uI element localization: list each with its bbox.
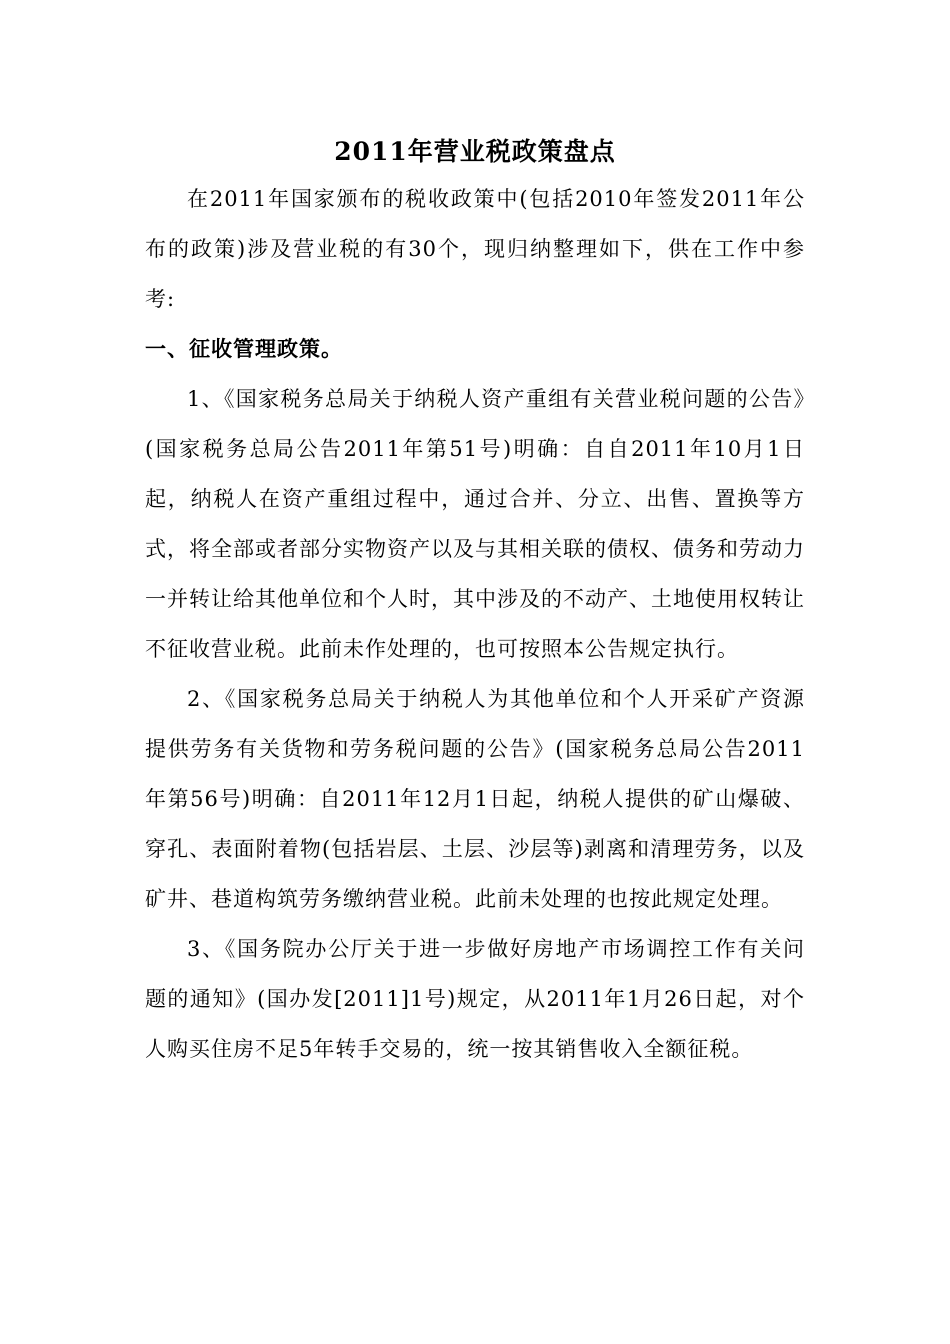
intro-paragraph: 在2011年国家颁布的税收政策中(包括2010年签发2011年公布的政策)涉及营业税的有30个，现归纳整理如下，供在工作中参考: bbox=[145, 187, 805, 311]
policy-item-2: 2、《国家税务总局关于纳税人为其他单位和个人开采矿产资源提供劳务有关货物和劳务税问题的公告》(国家税务总局公告2011年第56号)明确：自2011年12月1日起，纳税人提供的矿山爆破、穿孔、表面附着物(包括岩层、土层、沙层等)剥离和清理劳务，以及矿井、巷道构筑劳务缴纳营业税。此前未处理的也按此规定处理。 bbox=[145, 687, 805, 911]
policy-item-1: 1、《国家税务总局关于纳税人资产重组有关营业税问题的公告》(国家税务总局公告2011年第51号)明确：自自2011年10月1日起，纳税人在资产重组过程中，通过合并、分立、出售、置换等方式，将全部或者部分实物资产以及与其相关联的债权、债务和劳动力一并转让给其他单位和个人时，其中涉及的不动产、土地使用权转让不征收营业税。此前未作处理的，也可按照本公告规定执行。 bbox=[145, 387, 805, 661]
policy-item-3: 3、《国务院办公厅关于进一步做好房地产市场调控工作有关问题的通知》(国办发[2011]1号)规定，从2011年1月26日起，对个人购买住房不足5年转手交易的，统一按其销售收入全额征税。 bbox=[145, 937, 805, 1061]
document-title: 2011年营业税政策盘点 bbox=[334, 137, 616, 166]
document-body bbox=[145, 132, 805, 1074]
section-heading: 一、征收管理政策。 bbox=[145, 336, 343, 361]
